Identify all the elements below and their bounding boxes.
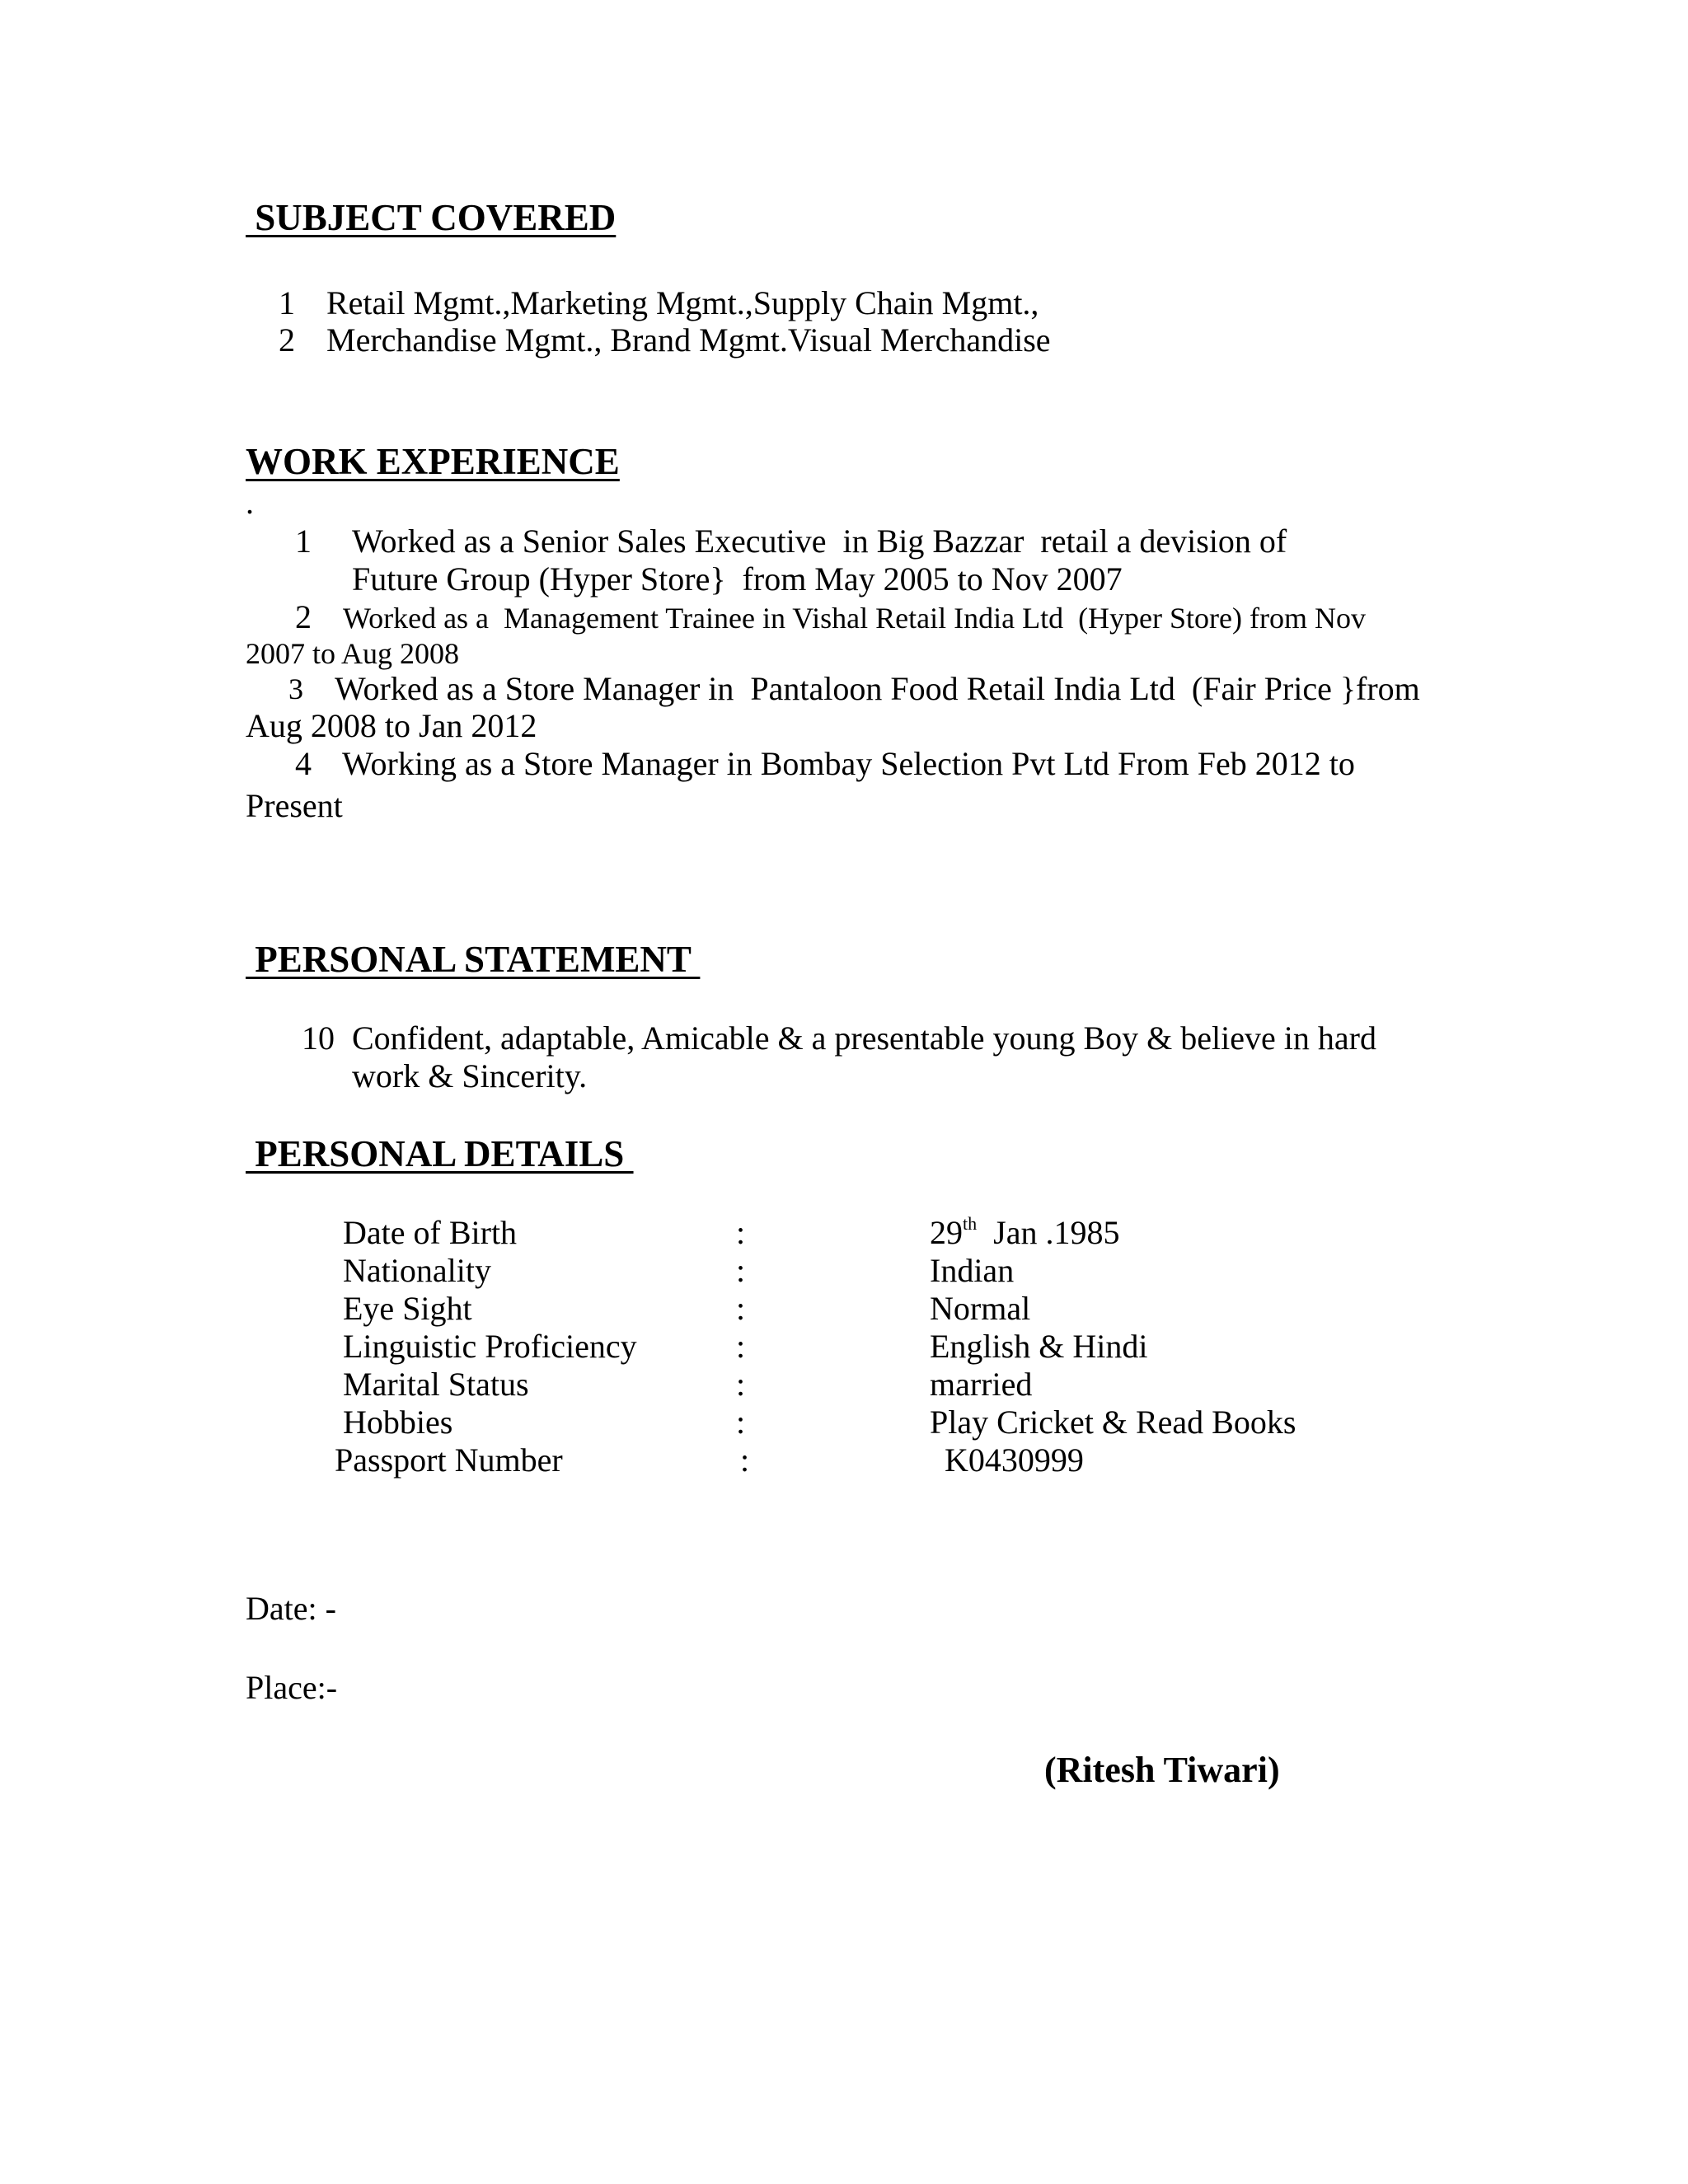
detail-label: Passport Number [335,1441,563,1479]
detail-value: English & Hindi [930,1328,1148,1365]
signature-name: (Ritesh Tiwari) [1044,1750,1280,1790]
detail-label: Nationality [343,1252,491,1289]
detail-separator: : [736,1290,746,1327]
detail-value: K0430999 [945,1441,1084,1479]
statement-line: Confident, adaptable, Amicable & a presentable young Boy & believe in hard [352,1019,1376,1057]
detail-value: Normal [930,1290,1031,1327]
work-item-line: Worked as a Senior Sales Executive in Big Bazzar retail a devision of [352,523,1287,560]
detail-value: Play Cricket & Read Books [930,1404,1296,1441]
subjects-heading: SUBJECT COVERED [246,197,617,238]
subject-number: 2 [279,321,295,359]
statement-number: 10 [302,1019,335,1057]
work-dot: . [246,484,254,521]
work-item-line: 2007 to Aug 2008 [246,637,460,670]
detail-value: married [930,1366,1033,1403]
subject-number: 1 [279,284,295,321]
detail-separator: : [736,1404,746,1441]
work-item-line: Worked as a Store Manager in Pantaloon Food Retail India Ltd (Fair Price }from [335,670,1420,707]
detail-separator: : [736,1328,746,1365]
statement-heading: PERSONAL STATEMENT [246,939,701,980]
work-number: 2 [295,598,312,635]
detail-label: Hobbies [343,1404,453,1441]
work-number: 3 [288,673,303,705]
work-item-line: Working as a Store Manager in Bombay Selection Pvt Ltd From Feb 2012 to [342,745,1355,782]
work-item-line: Present [246,787,343,824]
detail-value: 29th Jan .1985 [930,1213,1120,1251]
subject-item: Merchandise Mgmt., Brand Mgmt.Visual Merchandise [326,321,1051,359]
detail-label: Eye Sight [343,1290,472,1327]
statement-line: work & Sincerity. [352,1057,588,1094]
detail-separator: : [736,1214,746,1251]
detail-label: Linguistic Proficiency [343,1328,637,1365]
detail-separator: : [736,1252,746,1289]
details-heading: PERSONAL DETAILS [246,1133,634,1174]
place-label: Place:- [246,1669,338,1706]
work-item-line: Worked as a Management Trainee in Vishal Retail India Ltd (Hyper Store) from Nov [343,602,1366,635]
work-item-line: Aug 2008 to Jan 2012 [246,707,537,744]
work-item-line: Future Group (Hyper Store} from May 2005 to Nov 2007 [352,560,1123,598]
work-number: 4 [295,745,312,782]
detail-separator: : [740,1441,750,1479]
detail-value: Indian [930,1252,1015,1289]
work-heading: WORK EXPERIENCE [246,441,620,482]
detail-separator: : [736,1366,746,1403]
detail-label: Marital Status [343,1366,529,1403]
detail-label: Date of Birth [343,1214,518,1251]
work-number: 1 [295,523,312,560]
date-label: Date: - [246,1590,336,1627]
subject-item: Retail Mgmt.,Marketing Mgmt.,Supply Chain Mgmt., [326,284,1039,321]
